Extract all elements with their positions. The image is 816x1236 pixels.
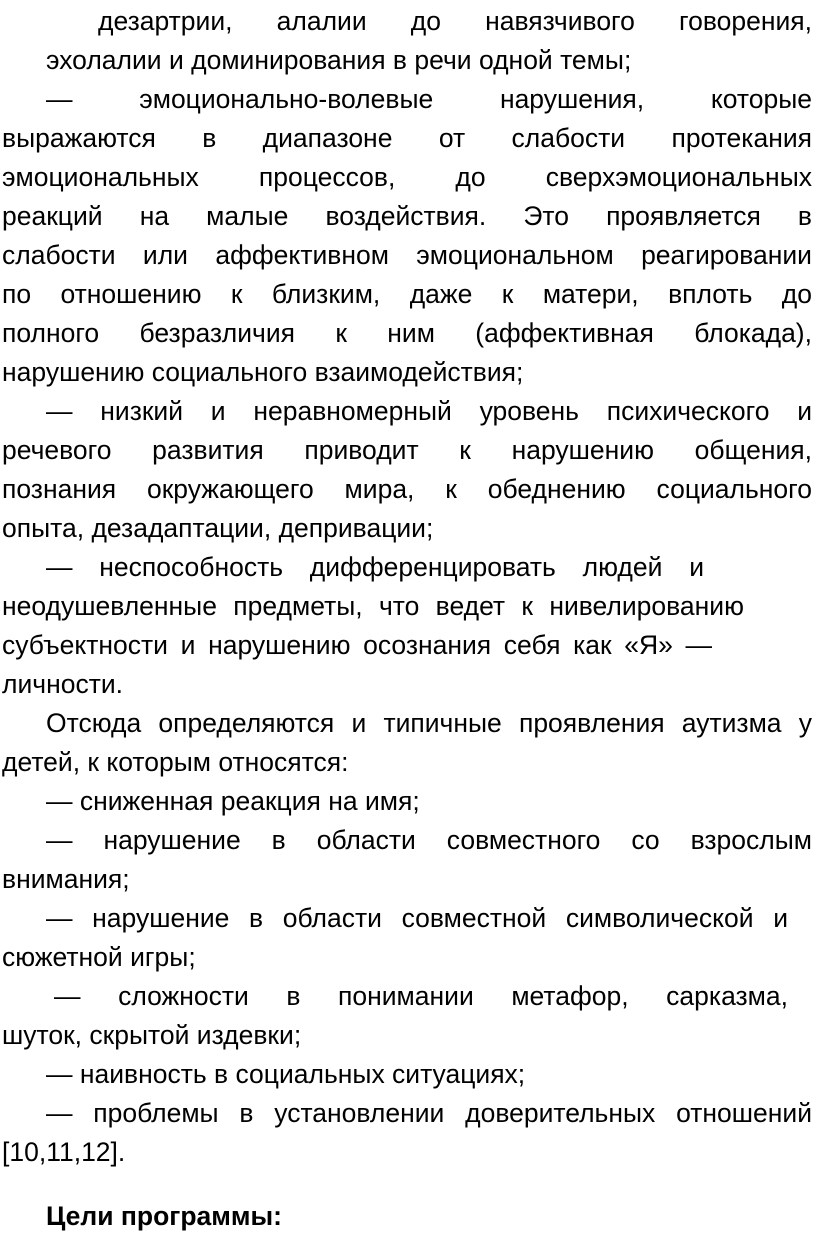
text-line: по отношению к близким, даже к матери, вплоть до — [2, 279, 812, 309]
text-line: эхолалии и доминирования в речи одной темы; — [46, 45, 632, 75]
text-line: — сложности в понимании метафор, сарказма, — [54, 981, 788, 1011]
text-line: Отсюда определяются и типичные проявления аутизма у — [46, 708, 812, 738]
text-line: — сниженная реакция на имя; — [46, 786, 420, 816]
text-line: — неспособность дифференцировать людей и — [46, 552, 704, 582]
text-line: слабости или аффективном эмоциональном реагировании — [2, 240, 812, 270]
text-line: [10,11,12]. — [2, 1137, 126, 1167]
text-line: — проблемы в установлении доверительных отношений — [46, 1098, 812, 1128]
text-line: личности. — [2, 669, 123, 699]
text-line: опыта, дезадаптации, депривации; — [2, 513, 434, 543]
text-line: — наивность в социальных ситуациях; — [46, 1059, 526, 1089]
text-line: сюжетной игры; — [2, 942, 196, 972]
text-line: шуток, скрытой издевки; — [2, 1020, 302, 1050]
section-heading: Цели программы: — [46, 1201, 282, 1231]
text-line: речевого развития приводит к нарушению общения, — [2, 435, 812, 465]
text-line: нарушению социального взаимодействия; — [2, 357, 524, 387]
text-line: детей, к которым относятся: — [2, 747, 349, 777]
text-line: реакций на малые воздействия. Это проявляется в — [2, 201, 812, 231]
text-line: — эмоционально-волевые нарушения, которые — [46, 84, 812, 114]
text-line: дезартрии, алалии до навязчивого говорения, — [98, 6, 812, 36]
text-line: эмоциональных процессов, до сверхэмоциональных — [2, 162, 812, 192]
text-line: полного безразличия к ним (аффективная блокада), — [2, 318, 812, 348]
text-line: — нарушение в области совместного со взрослым — [46, 825, 812, 855]
text-line: — низкий и неравномерный уровень психического и — [46, 396, 812, 426]
text-line: внимания; — [2, 864, 130, 894]
text-line: субъектности и нарушению осознания себя как «Я» — — [2, 630, 712, 660]
text-line: познания окружающего мира, к обеднению социального — [2, 474, 812, 504]
text-line: — нарушение в области совместной символической и — [46, 903, 788, 933]
text-line: выражаются в диапазоне от слабости протекания — [2, 123, 812, 153]
text-line: неодушевленные предметы, что ведет к нивелированию — [2, 591, 744, 621]
